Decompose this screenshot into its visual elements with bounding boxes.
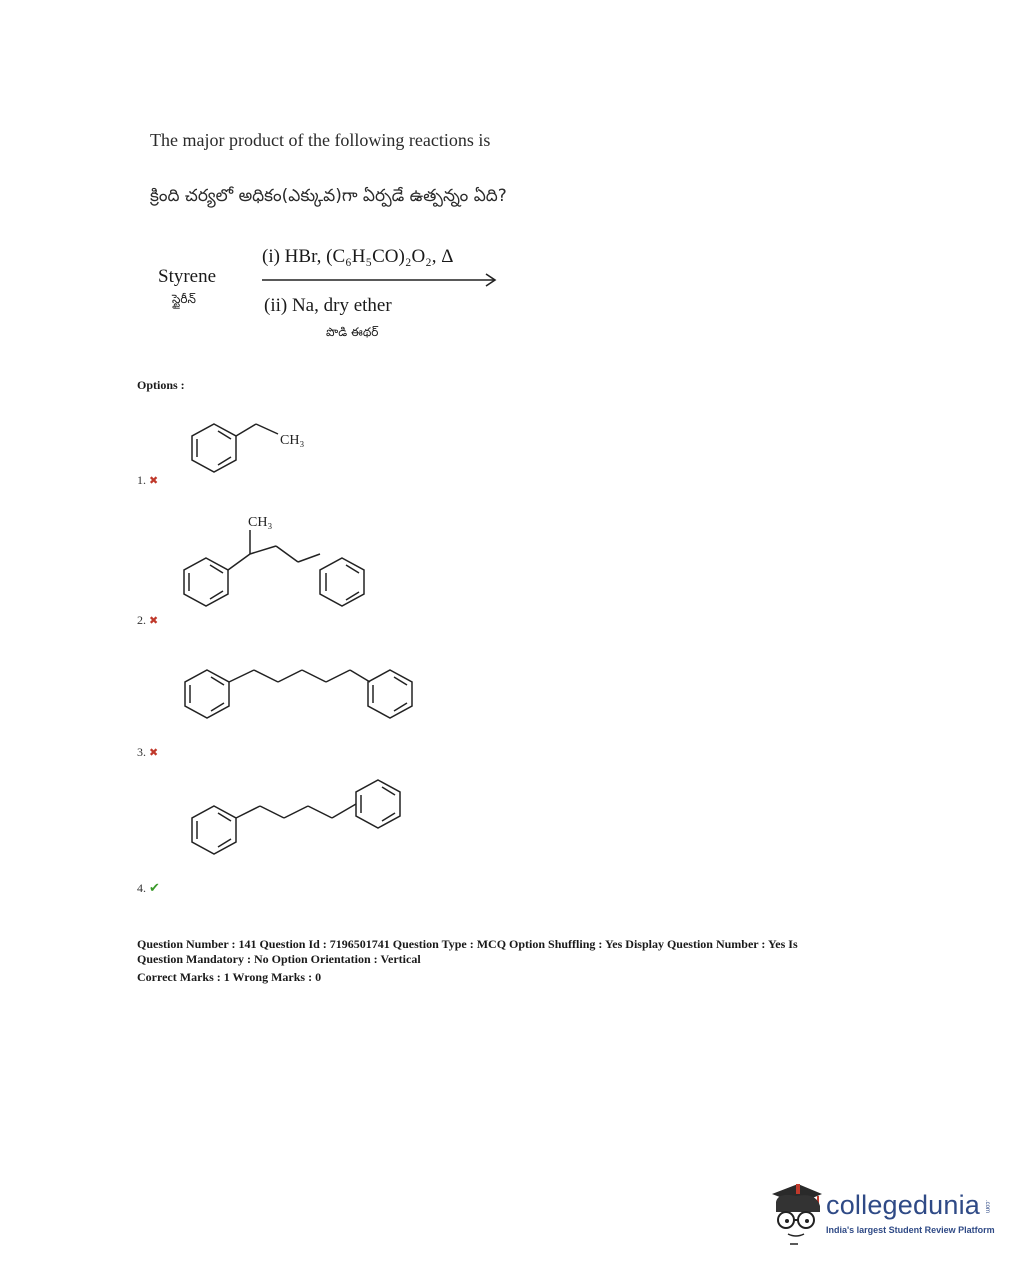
option-4[interactable] (137, 880, 160, 896)
option-3-structure (180, 662, 420, 726)
option-4-number: 4. (137, 881, 146, 895)
option-2-number: 2. (137, 613, 146, 627)
reaction-arrow (262, 270, 502, 290)
reactant-name-telugu: స్టైరీన్ (172, 292, 196, 306)
option-1-number: 1. (137, 473, 146, 487)
collegedunia-mascot-icon (766, 1178, 828, 1248)
option-2[interactable] (137, 613, 158, 628)
option-2-structure (180, 506, 380, 610)
option-1-ch3-label: CH₃ (280, 433, 305, 448)
reaction-step-1: (i) HBr, (C₆H₅CO)₂O₂, Δ (262, 246, 454, 267)
question-text-telugu: క్రింది చర్యలో అధికం(ఎక్కువ)గా ఏర్పడే ఉత్పన్నం ఏది? (150, 186, 507, 206)
question-meta-line-3: Correct Marks : 1 Wrong Marks : 0 (137, 970, 322, 984)
question-meta-line-1: Question Number : 141 Question Id : 7196501741 Question Type : MCQ Option Shuffling : Yes Display Question Number : Yes Is (137, 937, 798, 951)
options-heading: Options : (137, 378, 185, 392)
cross-icon: ✖ (149, 747, 159, 759)
option-4-structure (186, 772, 416, 860)
check-icon: ✔ (149, 880, 160, 895)
option-3[interactable] (137, 745, 158, 760)
cross-icon: ✖ (149, 475, 159, 487)
option-1-structure (180, 412, 330, 482)
question-text: The major product of the following reactions is (150, 130, 491, 150)
question-meta-line-2: Question Mandatory : No Option Orientation : Vertical (137, 952, 421, 966)
reactant-name: Styrene (158, 266, 217, 287)
brand-name: collegedunia (826, 1190, 981, 1220)
cross-icon: ✖ (149, 615, 159, 627)
option-2-ch3-label: CH₃ (248, 515, 273, 530)
option-3-number: 3. (137, 745, 146, 759)
reaction-step-2: (ii) Na, dry ether (264, 295, 392, 316)
brand-tagline: India's largest Student Review Platform (826, 1225, 995, 1235)
brand-domain: .com (984, 1200, 990, 1214)
option-1[interactable] (137, 473, 158, 488)
reaction-step-2-telugu: పొడి ఈథర్ (326, 325, 379, 339)
